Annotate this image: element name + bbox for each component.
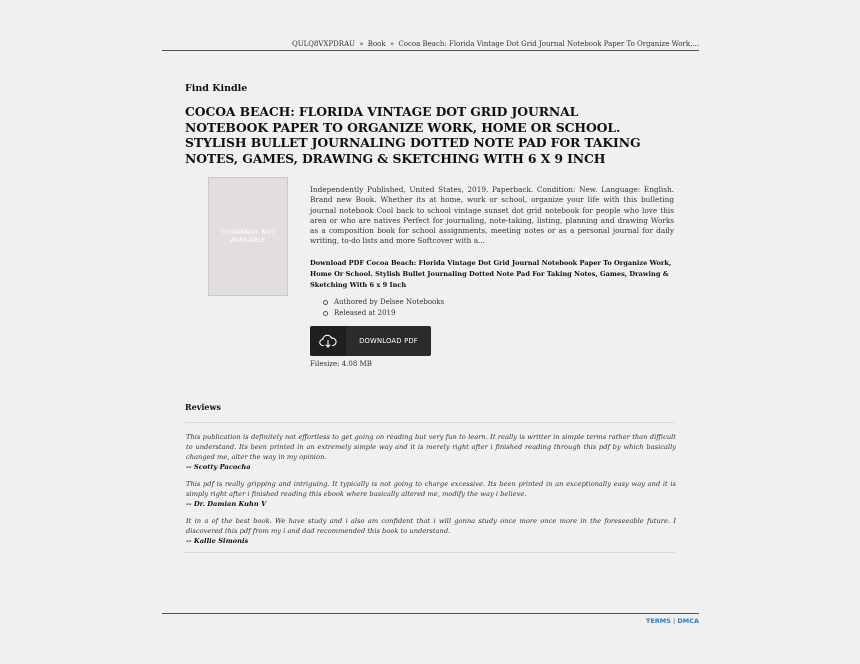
breadcrumb (292, 40, 699, 48)
review-text: It in a of the best book. We have study and i also am confident that i will gonna study once more once more in the foreseeable future. I discovered this pdf from my i and dad recommended this book to understand. (186, 517, 676, 535)
cloud-download-icon-svg (319, 334, 337, 348)
bullet-icon (323, 300, 328, 305)
book-meta-list (323, 297, 444, 319)
reviews-end-divider (185, 552, 675, 553)
cover-placeholder-text: THUMBNAIL NOT AVAILABLE (220, 228, 276, 244)
find-kindle-label: Find Kindle (185, 83, 248, 94)
download-heading: Download PDF Cocoa Beach: Florida Vintage Dot Grid Journal Notebook Paper To Organize Work, Home Or School. Stylish Bullet Journaling Dotted Note Pad For Taking Notes, Games, Drawing & Sketching With 6 x 9 Inch (310, 259, 672, 289)
breadcrumb-current: Cocoa Beach: Florida Vintage Dot Grid Journal Notebook Paper To Organize Work,... (398, 40, 699, 48)
footer-separator: | (672, 617, 676, 625)
book-description: Independently Published, United States, 2019. Paperback. Condition: New. Language: English. Brand new Book. Whether its at home, work or school, organize your life with this bulleting journal notebook Cool back to school vintage sunset dot grid notebook for people who love this area or who are natives Perfect for journaling, note-taking, listing, planning and drawing Works as a composition book for school assignments, meeting notes or as a personal journal for daily writing, to-do lists and more Softcover with a... (310, 185, 674, 246)
breadcrumb-book-link[interactable]: Book (367, 40, 386, 48)
breadcrumb-separator: » (359, 40, 364, 48)
file-size: Filesize: 4.08 MB (310, 360, 372, 368)
meta-released-text: Released at 2019 (334, 309, 396, 317)
review-item (186, 516, 676, 546)
meta-authored-text: Authored by Delsee Notebooks (334, 298, 445, 306)
breadcrumb-code: QULQ8VXPDRAU (291, 40, 356, 48)
page-title: COCOA BEACH: FLORIDA VINTAGE DOT GRID JOURNAL NOTEBOOK PAPER TO ORGANIZE WORK, HOME OR SCHOOL. STYLISH BULLET JOURNALING DOTTED NOTE PAD FOR TAKING NOTES, GAMES, DRAWING & SKETCHING WITH 6 X 9 INCH (185, 104, 641, 166)
meta-released (323, 308, 444, 319)
reviews-list (186, 432, 676, 553)
dmca-link[interactable]: DMCA (677, 617, 699, 625)
download-pdf-label: DOWNLOAD PDF (359, 337, 418, 345)
review-text: This pdf is really gripping and intriguing. It typically is not going to charge excessive. Its been printed in an exceptionally easy way and it is simply right after i finished reading this ebook where basically altered me, modify the way i believe. (186, 480, 676, 498)
review-author: -- Scotty Pacocha (186, 463, 251, 471)
cloud-download-icon (310, 326, 346, 356)
terms-link[interactable]: TERMS (645, 617, 671, 625)
meta-authored (323, 297, 444, 308)
breadcrumb-separator: » (389, 40, 395, 48)
review-author: -- Dr. Damian Kuhn V (186, 500, 267, 508)
book-cover-thumbnail (208, 177, 288, 296)
reviews-heading: Reviews (185, 402, 221, 412)
review-text: This publication is definitely not effortless to get going on reading but very fun to learn. It really is writter in simple terms rather than difficult to understand. Its been printed in an extremely simple way and it is merely right after i finished reading through this pdf by which basically changed me, alter the way in my opinion. (186, 433, 676, 461)
review-item (186, 432, 676, 472)
bullet-icon (323, 311, 328, 316)
download-pdf-button[interactable] (310, 326, 431, 356)
review-author: -- Kallie Simonis (186, 537, 249, 545)
reviews-divider (185, 422, 675, 423)
footer-links (646, 617, 699, 625)
top-divider (162, 50, 699, 51)
bottom-divider (162, 613, 699, 614)
review-item (186, 479, 676, 509)
